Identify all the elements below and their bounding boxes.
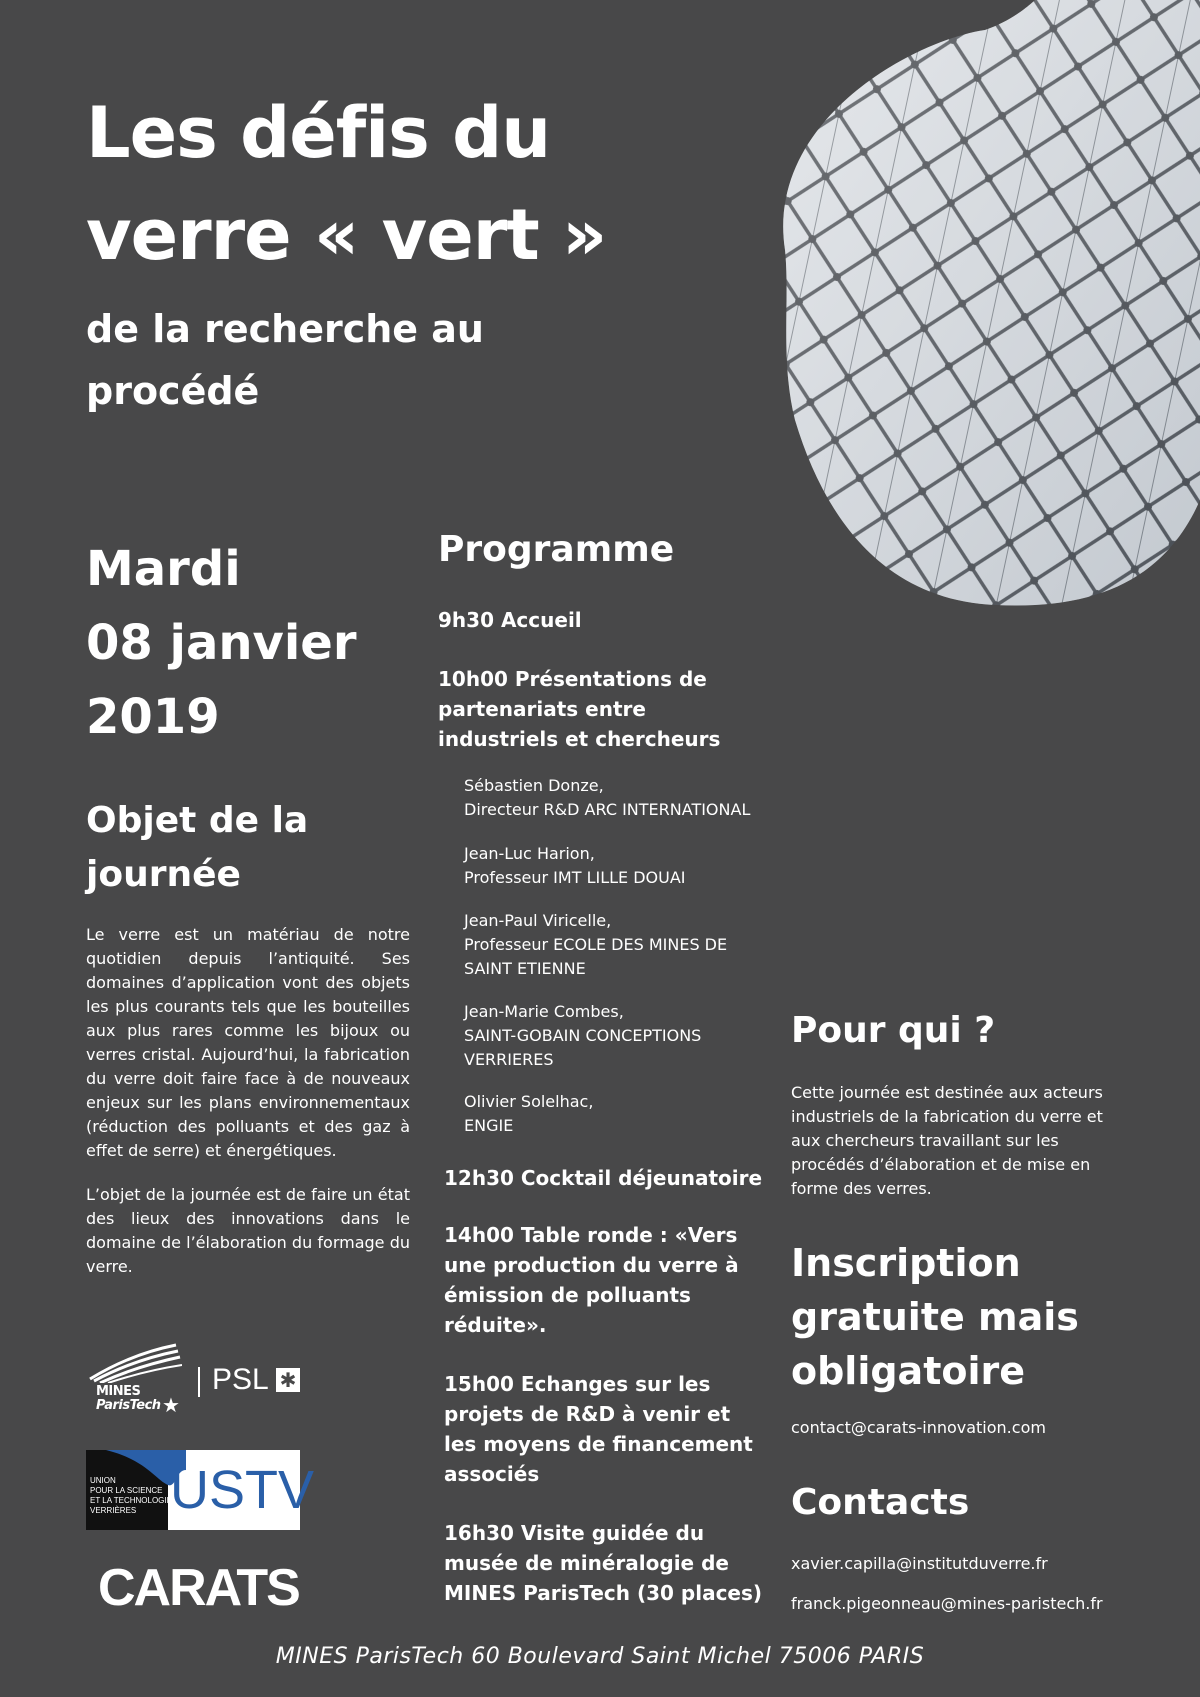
speaker-role: Professeur IMT LILLE DOUAI [464, 868, 686, 887]
programme-heading: Programme [438, 529, 675, 570]
speaker-name: Olivier Solelhac, [464, 1092, 594, 1111]
ustv-small-line: POUR LA SCIENCE [90, 1486, 163, 1495]
inscription-email-link[interactable]: contact@carats-innovation.com [791, 1418, 1046, 1437]
speaker-role: Directeur R&D ARC INTERNATIONAL [464, 800, 751, 819]
page-title [86, 82, 726, 286]
carats-logo: CARATS [98, 1559, 299, 1617]
inscription-heading-line: Inscription [791, 1241, 1021, 1285]
inscription-heading-line: obligatoire [791, 1349, 1026, 1393]
inscription-heading [791, 1236, 1121, 1398]
ustv-wordmark: USTV [170, 1460, 315, 1520]
objet-heading [86, 794, 406, 902]
mines-wordmark-line: ParisTech [96, 1398, 161, 1413]
star-icon: ★ [162, 1393, 180, 1417]
inscription-heading-line: gratuite mais [791, 1295, 1079, 1339]
speaker [464, 842, 774, 890]
date-line: 2019 [86, 689, 220, 745]
mines-swoosh-icon [86, 1343, 182, 1383]
mines-wordmark [96, 1385, 161, 1413]
speaker [464, 1090, 764, 1138]
pour-qui-text: Cette journée est destinée aux acteurs industriels de la fabrication du verre et aux chercheurs travaillant sur les procédés d’élaboration et de mise en forme des verres. [791, 1083, 1103, 1198]
objet-paragraph: L’objet de la journée est de faire un état des lieux des innovations dans le domaine de l’élaboration du formage du verre. [86, 1185, 410, 1276]
mines-psl-logo [86, 1343, 306, 1423]
footer-address: MINES ParisTech 60 Boulevard Saint Michel 75006 PARIS [275, 1644, 925, 1669]
title-line: Les défis du [86, 92, 551, 174]
agenda-item: 16h30 Visite guidée du musée de minéralogie de MINES ParisTech (30 places) [444, 1521, 763, 1605]
date-line: Mardi [86, 541, 241, 597]
speaker-role: Professeur ECOLE DES MINES DE SAINT ETIENNE [464, 935, 728, 978]
mines-wordmark-line: MINES [96, 1384, 141, 1399]
logo-divider [198, 1367, 200, 1397]
agenda-item: 15h00 Echanges sur les projets de R&D à venir et les moyens de financement associés [444, 1372, 753, 1486]
speaker [464, 1000, 764, 1072]
speaker-name: Jean-Marie Combes, [464, 1002, 624, 1021]
event-date [86, 532, 357, 754]
ustv-small-line: UNION [90, 1476, 116, 1485]
title-line: verre « vert » [86, 194, 607, 276]
ustv-small-line: ET LA TECHNOLOGIE [90, 1496, 172, 1505]
ustv-small-line: VERRIÈRES [90, 1506, 137, 1515]
speaker [464, 909, 764, 981]
pour-qui-heading: Pour qui ? [791, 1010, 996, 1051]
ustv-logo [86, 1450, 315, 1530]
subtitle-line: procédé [86, 369, 260, 413]
speaker-role: SAINT-GOBAIN CONCEPTIONS VERRIERES [464, 1026, 702, 1069]
agenda-item: 14h00 Table ronde : «Vers une production du verre à émission de polluants réduite». [444, 1223, 739, 1337]
agenda-item: 10h00 Présentations de partenariats entre industriels et chercheurs [438, 667, 721, 751]
contact-email-link[interactable]: xavier.capilla@institutduverre.fr [791, 1554, 1048, 1573]
speaker-role: ENGIE [464, 1116, 514, 1135]
contacts-heading: Contacts [791, 1482, 970, 1523]
glass-roof-photo [765, 0, 1200, 608]
objet-heading-line: Objet de la [86, 800, 309, 841]
subtitle-line: de la recherche au [86, 307, 484, 351]
date-line: 08 janvier [86, 615, 357, 671]
subtitle [86, 298, 646, 422]
objet-heading-line: journée [86, 854, 241, 895]
contact-email-link[interactable]: franck.pigeonneau@mines-paristech.fr [791, 1594, 1103, 1613]
objet-paragraph: Le verre est un matériau de notre quotidien depuis l’antiquité. Ses domaines d’application vont des objets les plus courants tels que les bouteilles aux plus rares comme les bijoux ou verres cristal. Aujourd’hui, la fabrication du verre doit faire face à de nouveaux enjeux sur les plans environnementaux (réduction des polluants et des gaz à effet de serre) et énergétiques. [86, 925, 410, 1160]
speaker-name: Sébastien Donze, [464, 776, 604, 795]
agenda-item: 12h30 Cocktail déjeunatoire [444, 1166, 763, 1190]
psl-wordmark: PSL [212, 1363, 269, 1396]
psl-star-icon: ✱ [276, 1368, 300, 1392]
agenda-item: 9h30 Accueil [438, 608, 582, 632]
ustv-small-text [90, 1476, 172, 1516]
speaker [464, 774, 774, 822]
speaker-name: Jean-Paul Viricelle, [464, 911, 612, 930]
speaker-name: Jean-Luc Harion, [464, 844, 595, 863]
